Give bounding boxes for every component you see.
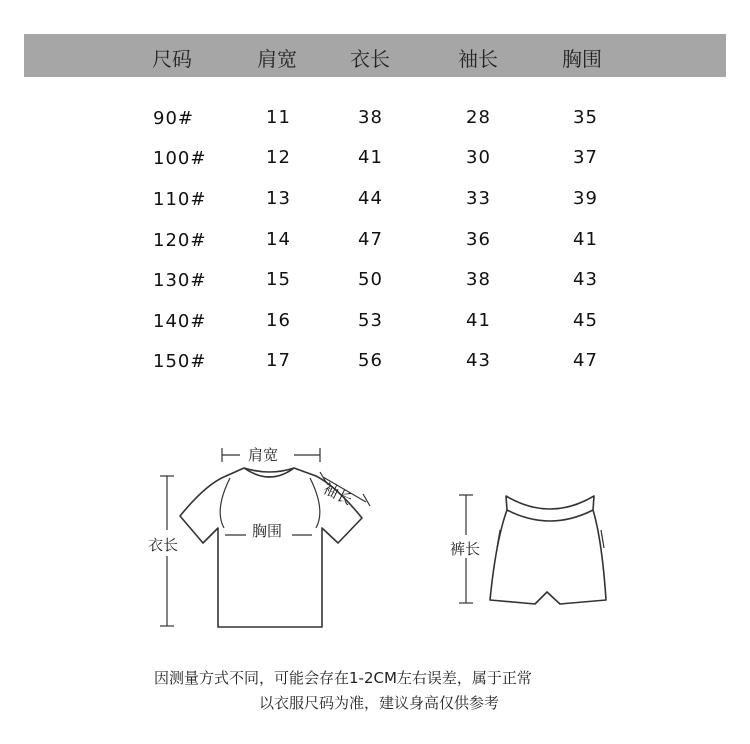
cell-length: 56 [358, 350, 383, 371]
cell-sleeve: 41 [466, 310, 491, 331]
cell-size: 150# [153, 351, 207, 372]
header-shoulder: 肩宽 [257, 47, 297, 71]
cell-chest: 39 [573, 188, 598, 209]
table-row [0, 306, 750, 336]
chest-label: 胸围 [252, 522, 283, 540]
cell-chest: 37 [573, 147, 598, 168]
size-table-header [24, 34, 726, 77]
cell-shoulder: 14 [266, 229, 291, 250]
cell-sleeve: 38 [466, 269, 491, 290]
cell-size: 100# [153, 148, 207, 169]
shorts-outline [490, 496, 606, 604]
shoulder-label: 肩宽 [248, 446, 279, 464]
cell-chest: 45 [573, 310, 598, 331]
shorts-length-label: 裤长 [450, 540, 481, 558]
table-row [0, 225, 750, 255]
cell-shoulder: 17 [266, 350, 291, 371]
cell-size: 130# [153, 270, 207, 291]
cell-size: 140# [153, 311, 207, 332]
cell-chest: 43 [573, 269, 598, 290]
cell-chest: 41 [573, 229, 598, 250]
sleeve-label: 袖长 [320, 479, 356, 509]
cell-chest: 35 [573, 107, 598, 128]
cell-shoulder: 15 [266, 269, 291, 290]
table-row [0, 143, 750, 173]
cell-length: 53 [358, 310, 383, 331]
cell-length: 38 [358, 107, 383, 128]
cell-chest: 47 [573, 350, 598, 371]
cell-sleeve: 36 [466, 229, 491, 250]
size-note: 以衣服尺码为准，建议身高仅供参考 [259, 694, 500, 712]
measurement-diagram [0, 430, 750, 640]
cell-sleeve: 33 [466, 188, 491, 209]
length-label: 衣长 [148, 536, 179, 554]
cell-length: 44 [358, 188, 383, 209]
cell-length: 47 [358, 229, 383, 250]
table-row [0, 346, 750, 376]
measurement-note: 因测量方式不同，可能会存在1-2CM左右误差，属于正常 [154, 669, 532, 687]
table-row [0, 184, 750, 214]
cell-shoulder: 13 [266, 188, 291, 209]
cell-sleeve: 28 [466, 107, 491, 128]
cell-size: 110# [153, 189, 207, 210]
cell-shoulder: 12 [266, 147, 291, 168]
cell-size: 120# [153, 230, 207, 251]
header-sleeve: 袖长 [458, 47, 498, 71]
cell-shoulder: 11 [266, 107, 291, 128]
header-length: 衣长 [350, 47, 390, 71]
header-size: 尺码 [152, 47, 192, 71]
table-row [0, 103, 750, 133]
cell-sleeve: 43 [466, 350, 491, 371]
cell-length: 41 [358, 147, 383, 168]
cell-length: 50 [358, 269, 383, 290]
cell-size: 90# [153, 108, 194, 129]
table-row [0, 265, 750, 295]
cell-shoulder: 16 [266, 310, 291, 331]
header-chest: 胸围 [562, 47, 602, 71]
cell-sleeve: 30 [466, 147, 491, 168]
